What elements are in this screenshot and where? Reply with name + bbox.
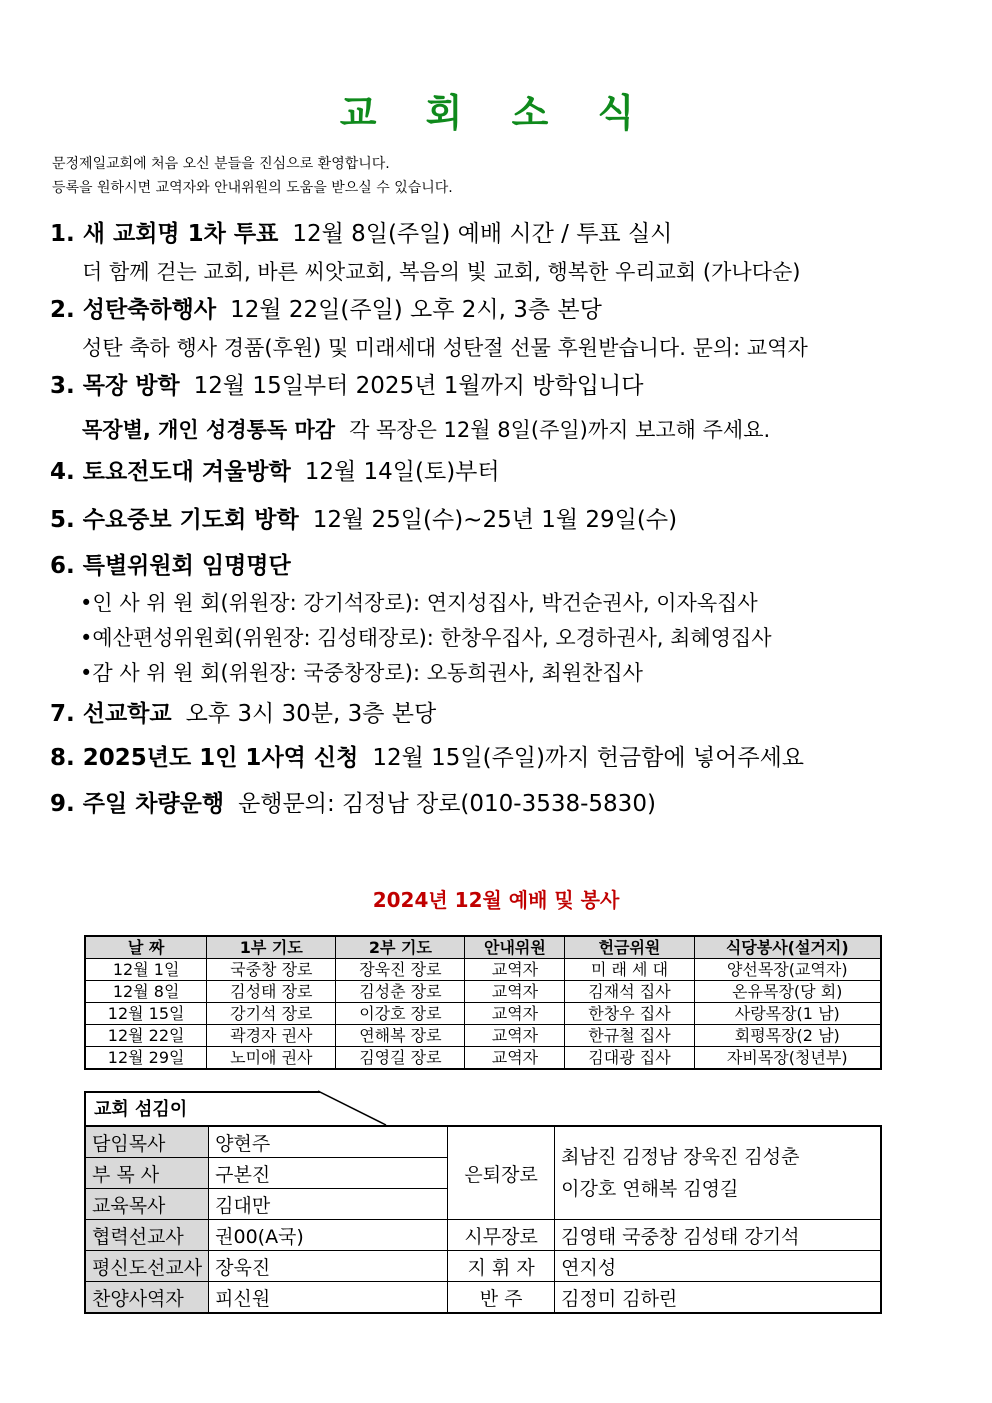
table-row xyxy=(85,1282,881,1314)
staff-role: 지 휘 자 xyxy=(448,1251,555,1282)
staff-role: 담임목사 xyxy=(85,1126,209,1158)
table-cell: 이강호 장로 xyxy=(336,1003,465,1025)
table-row xyxy=(85,1003,881,1025)
committee-item: •예산편성위원회(위원장: 김성태장로): 한창우집사, 오경하권사, 최혜영집사 xyxy=(80,626,772,650)
table-cell: 한규철 집사 xyxy=(565,1025,694,1047)
table-cell: 12월 29일 xyxy=(85,1047,207,1070)
col-header: 날 짜 xyxy=(85,936,207,959)
staff-name: 김정미 김하린 xyxy=(555,1282,881,1314)
notice-item: 7. 선교학교 오후 3시 30분, 3층 본당 xyxy=(50,701,437,727)
table-row xyxy=(85,981,881,1003)
staff-name: 장욱진 xyxy=(209,1251,448,1282)
staff-role: 협력선교사 xyxy=(85,1220,209,1251)
schedule-table xyxy=(84,935,882,1070)
notice-item: 1. 새 교회명 1차 투표 12월 8일(주일) 예배 시간 / 투표 실시 xyxy=(50,221,673,247)
staff-role: 찬양사역자 xyxy=(85,1282,209,1314)
table-cell: 회평목장(2 남) xyxy=(694,1025,881,1047)
table-row xyxy=(85,1025,881,1047)
table-cell: 김성춘 장로 xyxy=(336,981,465,1003)
staff-name xyxy=(555,1126,881,1220)
intro-text xyxy=(52,152,453,200)
table-row xyxy=(85,1047,881,1070)
table-cell: 장욱진 장로 xyxy=(336,959,465,981)
table-cell: 교역자 xyxy=(465,981,565,1003)
notice-list xyxy=(50,216,950,824)
table-cell: 교역자 xyxy=(465,959,565,981)
table-cell: 12월 22일 xyxy=(85,1025,207,1047)
table-cell: 연해복 장로 xyxy=(336,1025,465,1047)
schedule-title: 2024년 12월 예배 및 봉사 xyxy=(372,888,620,912)
table-cell: 미 래 세 대 xyxy=(565,959,694,981)
col-header: 안내위원 xyxy=(465,936,565,959)
table-cell: 김재석 집사 xyxy=(565,981,694,1003)
table-cell: 12월 8일 xyxy=(85,981,207,1003)
table-cell: 양선목장(교역자) xyxy=(694,959,881,981)
retired-elders-line: 최남진 김정남 장욱진 김성춘 xyxy=(561,1146,800,1168)
col-header: 헌금위원 xyxy=(565,936,694,959)
table-row xyxy=(85,1126,881,1158)
committee-item: •감 사 위 원 회(위원장: 국중창장로): 오동희권사, 최원찬집사 xyxy=(80,661,643,685)
table-cell: 교역자 xyxy=(465,1003,565,1025)
staff-role: 은퇴장로 xyxy=(448,1126,555,1220)
staff-name: 김대만 xyxy=(209,1189,448,1220)
notice-item: 5. 수요중보 기도회 방학 12월 25일(수)~25년 1월 29일(수) xyxy=(50,507,678,533)
staff-name: 구본진 xyxy=(209,1158,448,1189)
notice-detail: 더 함께 걷는 교회, 바른 씨앗교회, 복음의 빛 교회, 행복한 우리교회 (가나다순) xyxy=(82,260,801,284)
staff-name: 권00(A국) xyxy=(209,1220,448,1251)
staff-name: 연지성 xyxy=(555,1251,881,1282)
table-cell: 한창우 집사 xyxy=(565,1003,694,1025)
col-header: 식당봉사(설거지) xyxy=(694,936,881,959)
staff-name: 양현주 xyxy=(209,1126,448,1158)
notice-item: 4. 토요전도대 겨울방학 12월 14일(토)부터 xyxy=(50,459,500,485)
staff-name: 피신원 xyxy=(209,1282,448,1314)
table-header-row xyxy=(85,936,881,959)
table-cell: 12월 1일 xyxy=(85,959,207,981)
notice-item: 2. 성탄축하행사 12월 22일(주일) 오후 2시, 3층 본당 xyxy=(50,297,602,323)
col-header: 1부 기도 xyxy=(207,936,336,959)
table-cell: 김영길 장로 xyxy=(336,1047,465,1070)
staff-role: 시무장로 xyxy=(448,1220,555,1251)
staff-name: 김영태 국중창 김성태 강기석 xyxy=(555,1220,881,1251)
table-row xyxy=(85,1220,881,1251)
table-cell: 국중창 장로 xyxy=(207,959,336,981)
table-cell: 곽경자 권사 xyxy=(207,1025,336,1047)
staff-role: 반 주 xyxy=(448,1282,555,1314)
notice-item: 3. 목장 방학 12월 15일부터 2025년 1월까지 방학입니다 xyxy=(50,373,644,399)
notice-item: 9. 주일 차량운행 운행문의: 김정남 장로(010-3538-5830) xyxy=(50,791,656,817)
table-cell: 교역자 xyxy=(465,1025,565,1047)
table-cell: 12월 15일 xyxy=(85,1003,207,1025)
table-cell: 김성태 장로 xyxy=(207,981,336,1003)
col-header: 2부 기도 xyxy=(336,936,465,959)
staff-role: 평신도선교사 xyxy=(85,1251,209,1282)
intro-line: 등록을 원하시면 교역자와 안내위원의 도움을 받으실 수 있습니다. xyxy=(52,180,453,196)
staff-role: 교육목사 xyxy=(85,1189,209,1220)
table-cell: 온유목장(당 회) xyxy=(694,981,881,1003)
table-cell: 자비목장(청년부) xyxy=(694,1047,881,1070)
table-cell: 김대광 집사 xyxy=(565,1047,694,1070)
notice-detail: 목장별, 개인 성경통독 마감 각 목장은 12월 8일(주일)까지 보고해 주세요. xyxy=(82,418,771,442)
notice-item: 6. 특별위원회 임명명단 xyxy=(50,553,291,579)
table-cell: 교역자 xyxy=(465,1047,565,1070)
notice-detail: 성탄 축하 행사 경품(후원) 및 미래세대 성탄절 선물 후원받습니다. 문의: 교역자 xyxy=(82,336,808,360)
retired-elders-line: 이강호 연해복 김영길 xyxy=(561,1178,739,1200)
tab-slant-line xyxy=(318,1090,390,1126)
table-row xyxy=(85,959,881,981)
intro-line: 문정제일교회에 처음 오신 분들을 진심으로 환영합니다. xyxy=(52,156,390,172)
staff-section-title: 교회 섬김이 xyxy=(84,1091,320,1125)
notice-item: 8. 2025년도 1인 1사역 신청 12월 15일(주일)까지 헌금함에 넣어주세요 xyxy=(50,745,805,771)
table-row xyxy=(85,1251,881,1282)
table-cell: 노미애 권사 xyxy=(207,1047,336,1070)
table-cell: 강기석 장로 xyxy=(207,1003,336,1025)
staff-role: 부 목 사 xyxy=(85,1158,209,1189)
staff-table xyxy=(84,1125,882,1314)
table-cell: 사랑목장(1 남) xyxy=(694,1003,881,1025)
page-title: 교 회 소 식 xyxy=(339,91,653,135)
committee-item: •인 사 위 원 회(위원장: 강기석장로): 연지성집사, 박건순권사, 이자옥집사 xyxy=(80,591,758,615)
